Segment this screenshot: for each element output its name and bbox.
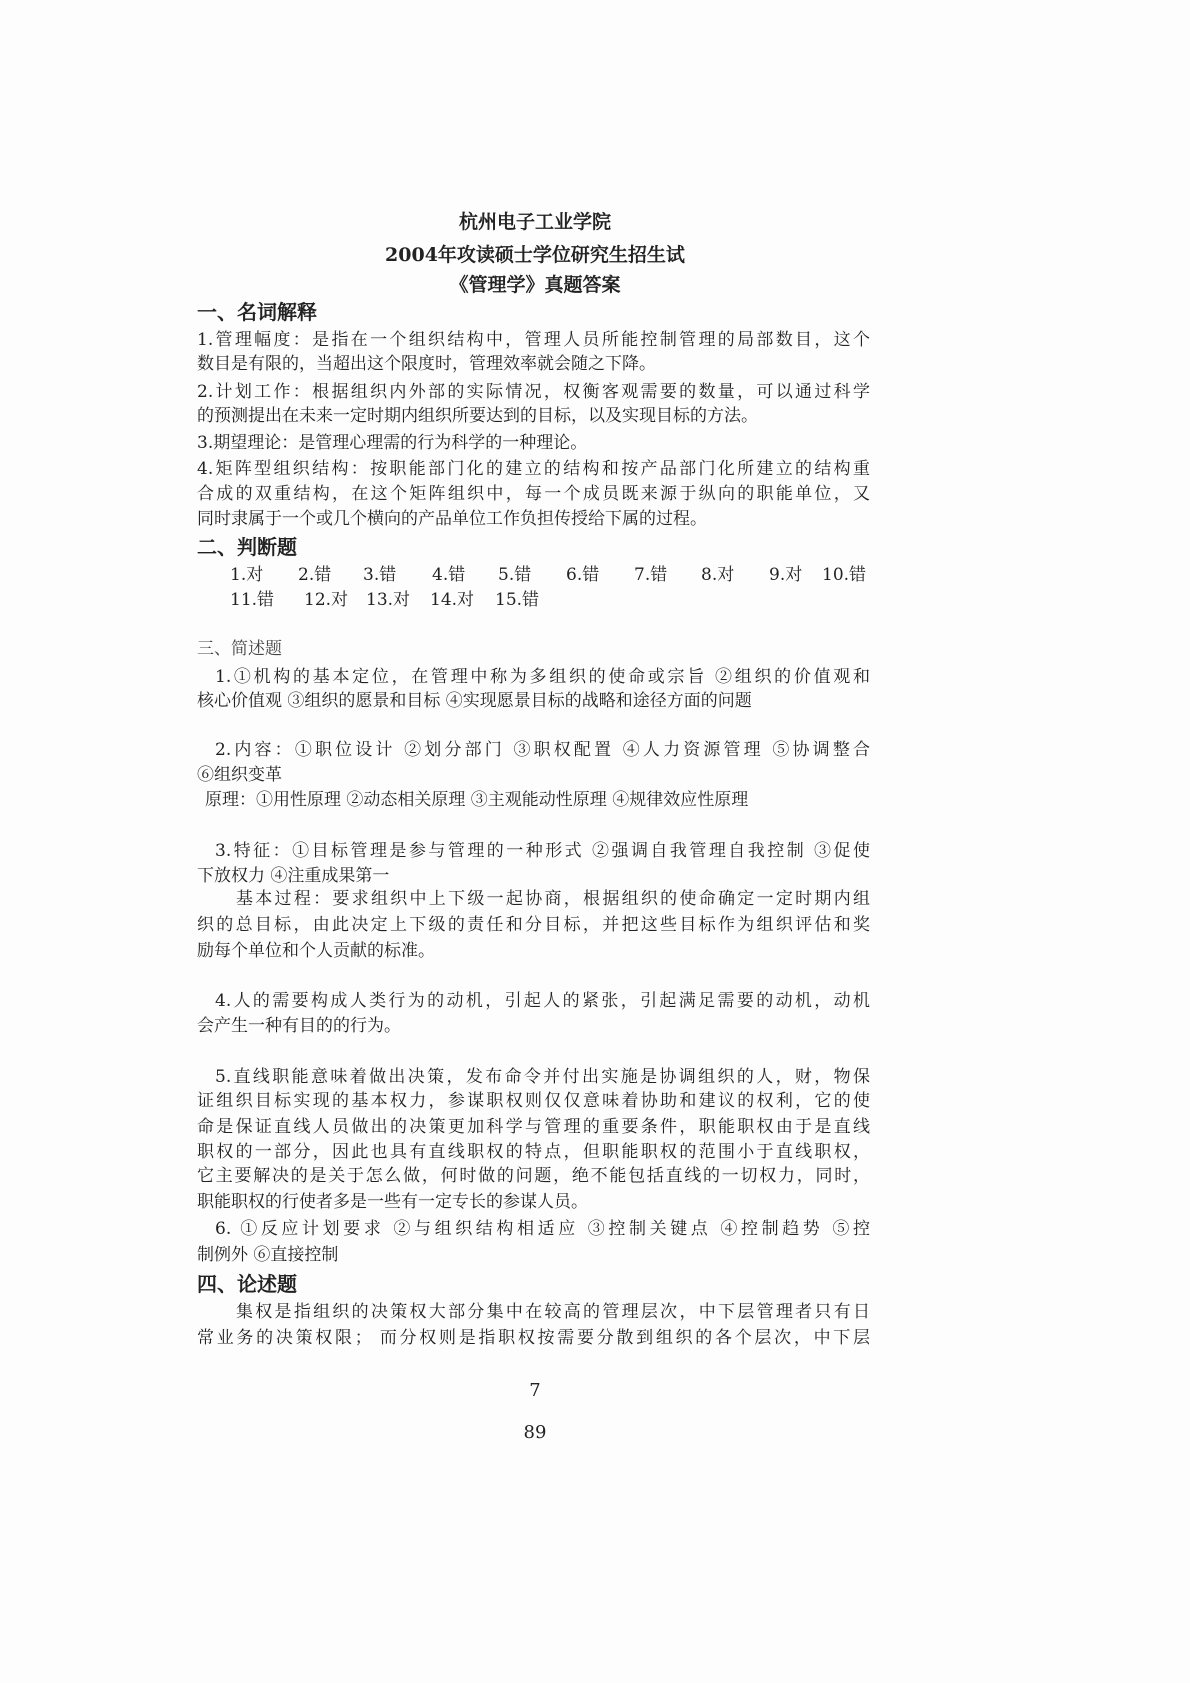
text-line: 励每个单位和个人贡献的标准。	[197, 941, 435, 961]
text-line: 下放权力 ④注重成果第一	[197, 866, 390, 886]
section4-heading: 四、论述题	[197, 1272, 297, 1296]
section1-heading: 一、名词解释	[197, 300, 317, 324]
text-line: 织的总目标，由此决定上下级的责任和分目标，并把这些目标作为组织评估和奖	[197, 915, 870, 935]
text-line: 3.期望理论：是管理心理需的行为科学的一种理论。	[197, 433, 588, 453]
text-line: 命是保证直线人员做出的决策更加科学与管理的重要条件，职能职权由于是直线	[197, 1117, 870, 1137]
tf-answer: 11.错	[230, 590, 275, 610]
tf-answer: 8.对	[701, 565, 735, 585]
text-line: 制例外 ⑥直接控制	[197, 1245, 339, 1265]
text-line: 2.计划工作：根据组织内外部的实际情况，权衡客观需要的数量，可以通过科学	[197, 382, 870, 402]
page-number-outer: 89	[523, 1422, 547, 1443]
tf-answer: 1.对	[230, 565, 264, 585]
text-line: 数目是有限的，当超出这个限度时，管理效率就会随之下降。	[197, 354, 656, 374]
text-line: 基本过程：要求组织中上下级一起协商，根据组织的使命确定一定时期内组	[236, 889, 870, 909]
tf-answer: 3.错	[363, 565, 397, 585]
tf-answer: 5.错	[498, 565, 532, 585]
tf-answer: 9.对	[769, 565, 803, 585]
text-line: ⑥组织变革	[197, 765, 282, 785]
text-line: 合成的双重结构，在这个矩阵组织中，每一个成员既来源于纵向的职能单位，又	[197, 484, 870, 504]
tf-answer: 15.错	[495, 590, 540, 610]
tf-answer: 4.错	[432, 565, 466, 585]
tf-answer: 12.对	[304, 590, 349, 610]
tf-answer: 14.对	[430, 590, 475, 610]
text-line: 核心价值观 ③组织的愿景和目标 ④实现愿景目标的战略和途径方面的问题	[197, 691, 752, 711]
text-line: 同时隶属于一个或几个横向的产品单位工作负担传授给下属的过程。	[197, 509, 707, 529]
text-line: 1.管理幅度：是指在一个组织结构中，管理人员所能控制管理的局部数目，这个	[197, 330, 870, 350]
text-line: 6. ①反应计划要求 ②与组织结构相适应 ③控制关键点 ④控制趋势 ⑤控	[215, 1219, 870, 1239]
title-exam: 2004年攻读硕士学位研究生招生试	[385, 244, 685, 266]
tf-answer: 6.错	[566, 565, 600, 585]
text-line: 职权的一部分，因此也具有直线职权的特点，但职能职权的范围小于直线职权，	[197, 1142, 870, 1162]
text-line: 1.①机构的基本定位，在管理中称为多组织的使命或宗旨 ②组织的价值观和	[215, 667, 870, 687]
section2-heading: 二、判断题	[197, 535, 297, 559]
text-line: 常业务的决策权限； 而分权则是指职权按需要分散到组织的各个层次，中下层	[197, 1328, 870, 1348]
text-line: 5.直线职能意味着做出决策，发布命令并付出实施是协调组织的人，财，物保	[215, 1067, 870, 1087]
text-line: 的预测提出在未来一定时期内组织所要达到的目标，以及实现目标的方法。	[197, 406, 758, 426]
page-number-inner: 7	[529, 1380, 541, 1401]
text-line: 3.特征：①目标管理是参与管理的一种形式 ②强调自我管理自我控制 ③促使	[215, 841, 870, 861]
title-subject: 《管理学》真题答案	[449, 274, 621, 296]
tf-answer: 2.错	[298, 565, 332, 585]
text-line: 4.人的需要构成人类行为的动机，引起人的紧张，引起满足需要的动机，动机	[215, 991, 870, 1011]
section3-heading: 三、简述题	[197, 639, 282, 659]
text-line: 它主要解决的是关于怎么做，何时做的问题，绝不能包括直线的一切权力，同时，	[197, 1166, 870, 1186]
tf-answer: 13.对	[366, 590, 411, 610]
text-line: 4.矩阵型组织结构：按职能部门化的建立的结构和按产品部门化所建立的结构重	[197, 459, 870, 479]
tf-answer: 10.错	[822, 565, 867, 585]
text-line: 会产生一种有目的的行为。	[197, 1016, 401, 1036]
text-line: 集权是指组织的决策权大部分集中在较高的管理层次，中下层管理者只有日	[236, 1302, 870, 1322]
tf-answer: 7.错	[634, 565, 668, 585]
text-line: 原理：①用性原理 ②动态相关原理 ③主观能动性原理 ④规律效应性原理	[205, 790, 749, 810]
title-school: 杭州电子工业学院	[458, 211, 611, 233]
text-line: 证组织目标实现的基本权力，参谋职权则仅仅意味着协助和建议的权利，它的使	[197, 1091, 870, 1111]
text-line: 职能职权的行使者多是一些有一定专长的参谋人员。	[197, 1192, 588, 1212]
text-line: 2.内容：①职位设计 ②划分部门 ③职权配置 ④人力资源管理 ⑤协调整合	[215, 740, 870, 760]
